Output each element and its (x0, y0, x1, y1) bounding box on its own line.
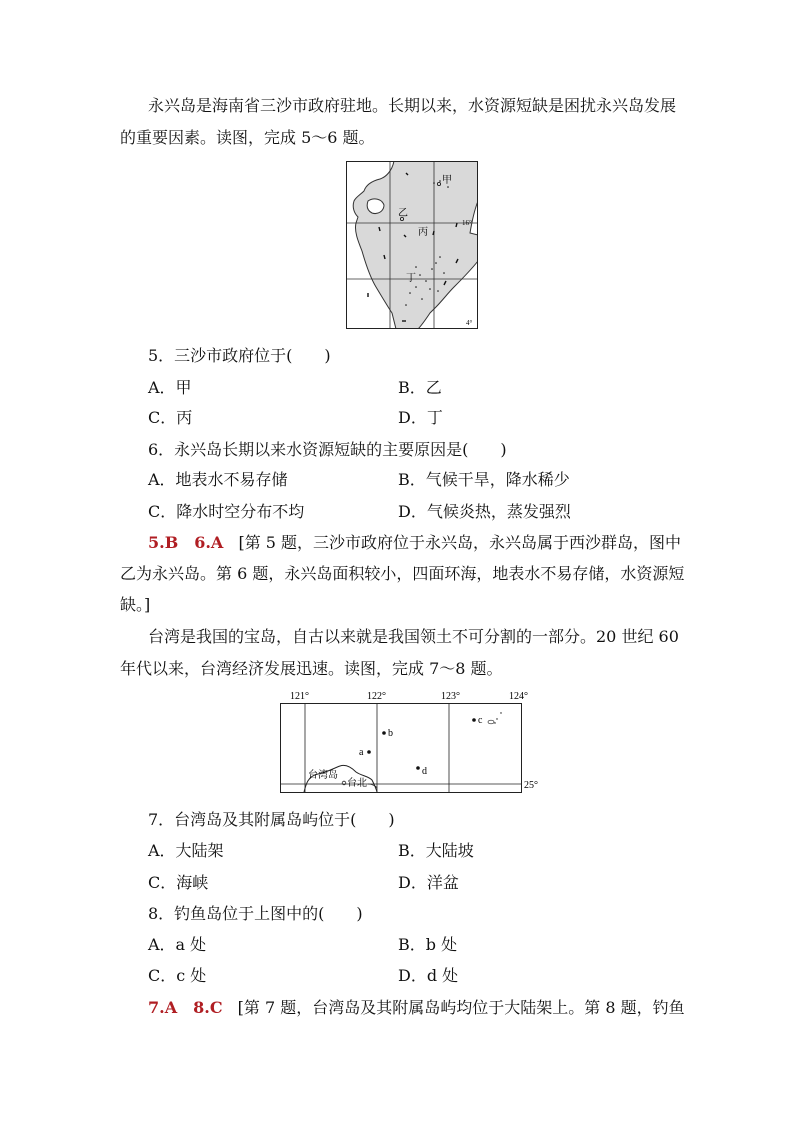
taipei-label: 台北 (347, 778, 367, 789)
q6-option-a: A．地表水不易存储 (148, 470, 288, 489)
q5-option-b: B．乙 (398, 378, 442, 397)
label-lat-4: 4° (466, 319, 473, 327)
answer-5-6-line3: 缺。] (120, 595, 151, 614)
q8-stem: 8．钓鱼岛位于上图中的( ) (148, 904, 363, 923)
point-c-label: c (478, 715, 483, 726)
q7-stem: 7．台湾岛及其附属岛屿位于( ) (148, 810, 395, 829)
q8-option-a: A．a 处 (148, 935, 207, 954)
q7-option-c: C．海峡 (148, 873, 209, 892)
lon-label-122: 122° (367, 691, 386, 702)
q5-stem: 5．三沙市政府位于( ) (148, 346, 331, 365)
intro1-line2: 的重要因素。读图，完成 5～6 题。 (120, 128, 375, 147)
q6-option-c: C．降水时空分布不均 (148, 502, 305, 521)
answer-keys-5-6: 5.B 6.A (148, 533, 224, 552)
south-china-sea-map (346, 161, 478, 329)
q6-option-d: D．气候炎热，蒸发强烈 (398, 502, 571, 521)
q7-option-d: D．洋盆 (398, 873, 459, 892)
answer-7-8-line1 (148, 998, 685, 1018)
answer-7-8-text: [第 7 题，台湾岛及其附属岛屿均位于大陆架上。第 8 题，钓鱼 (237, 998, 685, 1017)
q8-option-d: D．d 处 (398, 966, 459, 985)
answer-5-6-text: [第 5 题，三沙市政府位于永兴岛，永兴岛属于西沙群岛，图中 (238, 533, 682, 552)
lon-label-123: 123° (441, 691, 460, 702)
lat-label-25: 25° (524, 780, 538, 791)
answer-5-6-line1 (148, 533, 681, 553)
label-bing: 丙 (418, 227, 428, 238)
intro1-line1: 永兴岛是海南省三沙市政府驻地。长期以来，水资源短缺是困扰永兴岛发展 (148, 96, 677, 115)
label-jia: 甲 (442, 175, 452, 186)
label-ding: 丁 (406, 273, 416, 284)
q8-option-b: B．b 处 (398, 935, 458, 954)
label-yi: 乙 (398, 208, 408, 219)
q6-stem: 6．永兴岛长期以来水资源短缺的主要原因是( ) (148, 440, 507, 459)
answer-5-6-line2: 乙为永兴岛。第 6 题，永兴岛面积较小，四面环海，地表水不易存储，水资源短 (120, 564, 685, 583)
lon-label-124: 124° (509, 691, 528, 702)
q6-option-b: B．气候干旱，降水稀少 (398, 470, 570, 489)
intro2-line1: 台湾是我国的宝岛，自古以来就是我国领土不可分割的一部分。20 世纪 60 (148, 627, 679, 646)
lon-label-121: 121° (290, 691, 309, 702)
q5-option-d: D．丁 (398, 408, 443, 427)
q8-option-c: C．c 处 (148, 966, 207, 985)
q5-option-a: A．甲 (148, 378, 192, 397)
q7-option-a: A．大陆架 (148, 841, 224, 860)
intro2-line2: 年代以来，台湾经济发展迅速。读图，完成 7～8 题。 (120, 659, 503, 678)
point-b-label: b (388, 728, 393, 739)
answer-keys-7-8: 7.A 8.C (148, 998, 223, 1017)
point-d-label: d (422, 766, 427, 777)
taiwan-island-label: 台湾岛 (308, 770, 338, 781)
q5-option-c: C．丙 (148, 408, 193, 427)
hainan-island (367, 199, 384, 214)
taiwan-region-map (278, 688, 548, 794)
point-a-label: a (359, 747, 364, 758)
q7-option-b: B．大陆坡 (398, 841, 474, 860)
label-lat-16: 16° (462, 219, 472, 227)
